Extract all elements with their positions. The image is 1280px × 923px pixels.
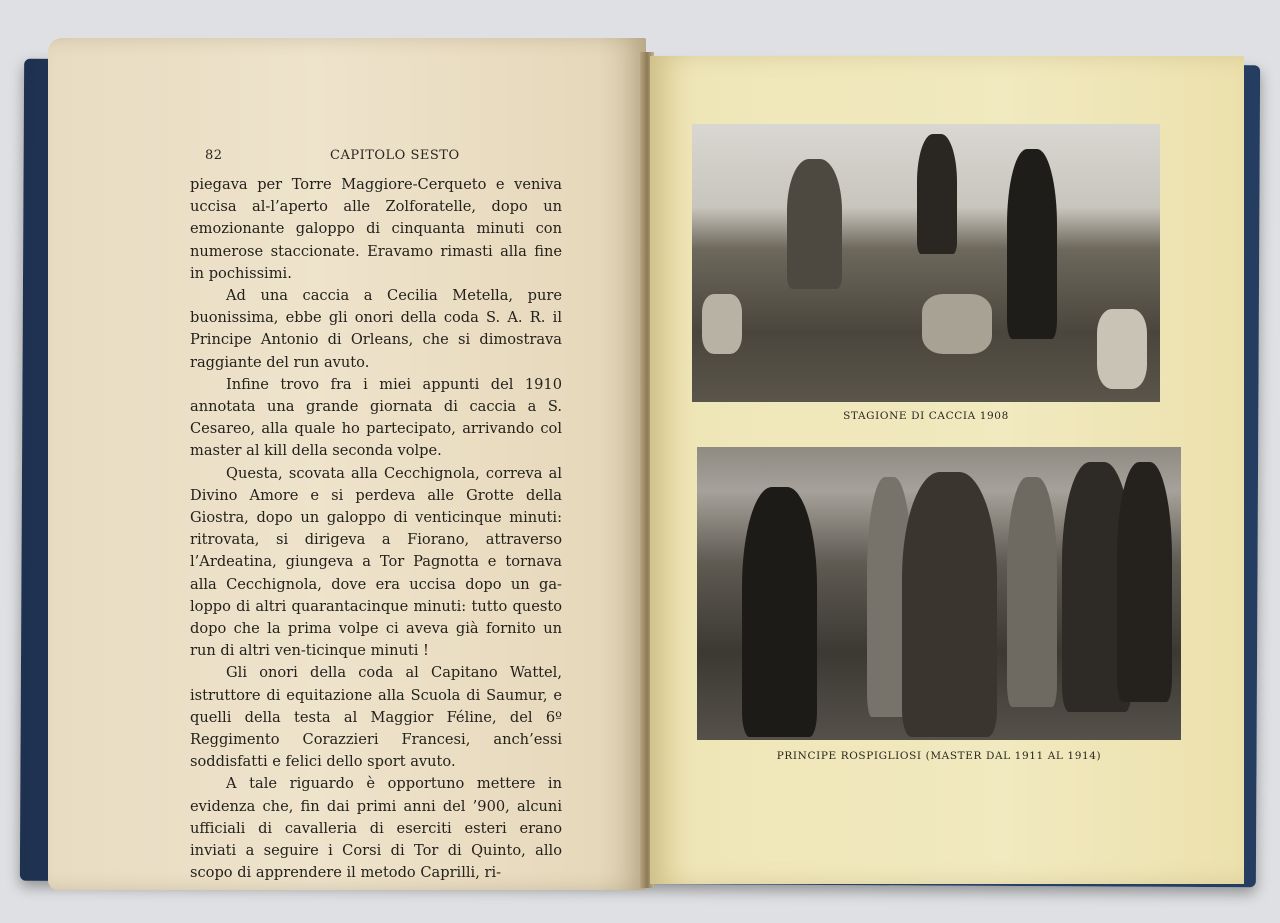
body-paragraph: piegava per Torre Maggiore-Cerqueto e veniva uccisa al-l’aperto alle Zolforatelle, dopo un emozionante galoppo di cinquanta minuti con numerose staccionate. Eravamo rimasti alla fine in pochissimi.	[190, 176, 562, 282]
page-number: 82	[205, 148, 223, 163]
body-paragraph: Infine trovo fra i miei appunti del 1910 annotata una grande giornata di caccia a S. Cesareo, alla quale ho partecipato, arrivando col master al kill della seconda volpe.	[190, 375, 562, 460]
principe-rospigliosi-photo	[697, 447, 1181, 740]
body-paragraph: A tale riguardo è opportuno mettere in evidenza che, fin dai primi anni del ’900, alcuni ufficiali di cavalleria di eserciti esteri erano inviati a seguire i Corsi di Tor di Quinto, allo scopo di apprendere il metodo Caprilli, ri-	[190, 775, 562, 882]
chapter-title: CAPITOLO SESTO	[330, 148, 460, 163]
body-text	[190, 174, 562, 885]
photo1-caption: STAGIONE DI CACCIA 1908	[843, 410, 1009, 422]
body-paragraph: Gli onori della coda al Capitano Wattel, istruttore di equitazione alla Scuola di Saumur, e quelli della testa al Maggior Féline, del 6º Reggimento Corazzieri Francesi, anch’essi soddisfatti e felici dello sport avuto.	[190, 664, 562, 771]
body-paragraph: Ad una caccia a Cecilia Metella, pure buonissima, ebbe gli onori della coda S. A. R. il Principe Antonio di Orleans, che si dimostrava raggiante del run avuto.	[190, 287, 562, 371]
photo2-caption: PRINCIPE ROSPIGLIOSI (MASTER DAL 1911 AL 1914)	[776, 750, 1102, 762]
body-paragraph: Questa, scovata alla Cecchignola, correva al Divino Amore e si perdeva alle Grotte della Giostra, dopo un galoppo di venticinque minuti: ritrovata, si dirigeva a Fiorano, attraverso l’Ardeatina, giungeva a Tor Pagnotta e tornava alla Cecchignola, dove era uccisa dopo un ga-loppo di altri quarantacinque minuti: tutto questo dopo che la prima volpe ci aveva già fornito un run di altri ven-ticinque minuti !	[190, 464, 562, 660]
hunting-season-photo	[692, 124, 1160, 402]
